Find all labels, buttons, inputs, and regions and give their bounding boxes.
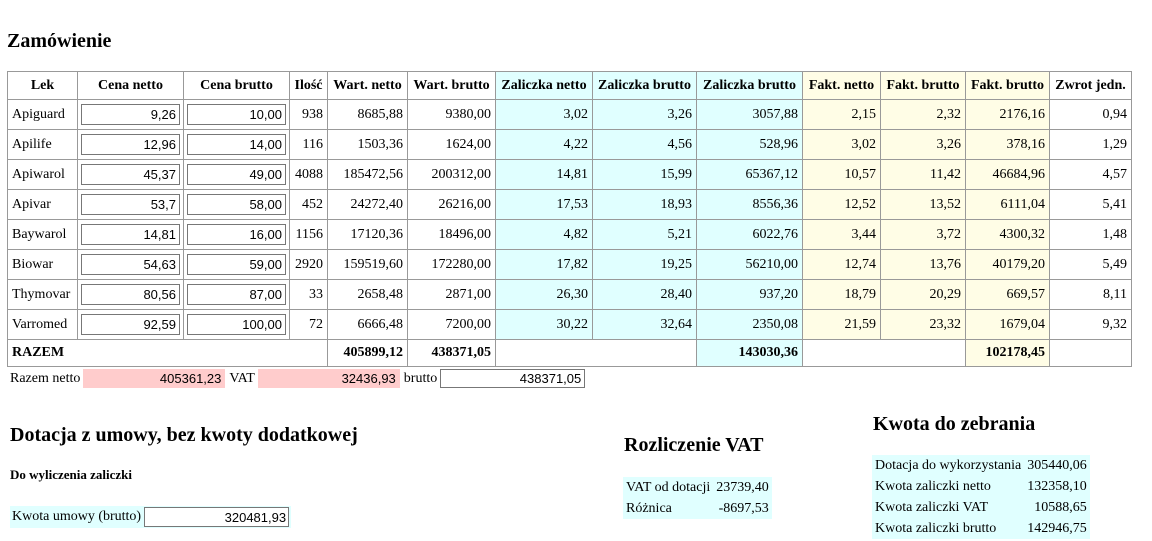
- contract-amount-label: Kwota umowy (brutto): [12, 509, 142, 524]
- cell-zaliczka-netto: 17,82: [496, 250, 593, 280]
- cena-brutto-cell: [184, 310, 290, 340]
- collect-row-value: 10588,65: [1034, 499, 1087, 515]
- cell-wart-brutto: 7200,00: [408, 310, 496, 340]
- cell-ilosc: 4088: [290, 160, 328, 190]
- vat-label: VAT: [229, 370, 255, 386]
- cell-zaliczka-brutto-total: 2350,08: [697, 310, 803, 340]
- table-row: [8, 160, 1132, 190]
- cell-zaliczka-netto: 14,81: [496, 160, 593, 190]
- cell-zaliczka-brutto-total: 937,20: [697, 280, 803, 310]
- cell-ilosc: 2920: [290, 250, 328, 280]
- cell-wart-netto: 24272,40: [328, 190, 408, 220]
- total-fakt-brutto: 102178,45: [966, 340, 1050, 367]
- cell-ilosc: 72: [290, 310, 328, 340]
- vat-row-label: Różnica: [626, 500, 672, 516]
- cena-netto-input[interactable]: [81, 284, 180, 305]
- cena-netto-cell: [78, 190, 184, 220]
- collect-row-label: Kwota zaliczki brutto: [875, 520, 997, 536]
- table-row: [8, 130, 1132, 160]
- cell-fakt-brutto: 20,29: [881, 280, 966, 310]
- cell-zaliczka-brutto: 18,93: [593, 190, 697, 220]
- cell-zwrot: 8,11: [1050, 280, 1132, 310]
- brutto-field[interactable]: [440, 369, 585, 388]
- cena-netto-cell: [78, 310, 184, 340]
- table-header-row: [8, 72, 1132, 100]
- cell-zaliczka-brutto: 32,64: [593, 310, 697, 340]
- cell-zaliczka-brutto-total: 6022,76: [697, 220, 803, 250]
- cell-fakt-brutto: 3,72: [881, 220, 966, 250]
- dotacja-title: Dotacja z umowy, bez kwoty dodatkowej: [10, 424, 358, 446]
- vat-row-value: 23739,40: [716, 479, 769, 495]
- cena-netto-cell: [78, 280, 184, 310]
- order-table: [7, 71, 1132, 367]
- cell-ilosc: 116: [290, 130, 328, 160]
- cena-brutto-input[interactable]: [187, 134, 286, 155]
- vat-field[interactable]: [258, 369, 400, 388]
- cell-lek: Thymovar: [8, 280, 78, 310]
- cena-netto-input[interactable]: [81, 104, 180, 125]
- vat-settlement-title: Rozliczenie VAT: [624, 434, 764, 456]
- vat-settlement-table: [623, 477, 772, 519]
- cell-fakt-netto: 12,74: [803, 250, 881, 280]
- cell-zaliczka-brutto-total: 528,96: [697, 130, 803, 160]
- cell-fakt-brutto-total: 4300,32: [966, 220, 1050, 250]
- table-row: [8, 190, 1132, 220]
- col-header-zaliczka-brutto: Zaliczka brutto: [593, 72, 697, 100]
- cell-fakt-netto: 2,15: [803, 100, 881, 130]
- cell-zwrot: 4,57: [1050, 160, 1132, 190]
- page-title: Zamówienie: [7, 30, 112, 52]
- cell-wart-netto: 2658,48: [328, 280, 408, 310]
- collect-row-label: Kwota zaliczki VAT: [875, 499, 989, 515]
- cell-ilosc: 452: [290, 190, 328, 220]
- collect-row: [872, 455, 1090, 476]
- cell-lek: Biowar: [8, 250, 78, 280]
- cell-fakt-brutto: 23,32: [881, 310, 966, 340]
- total-label: RAZEM: [8, 340, 328, 367]
- cell-zwrot: 9,32: [1050, 310, 1132, 340]
- cell-wart-brutto: 200312,00: [408, 160, 496, 190]
- cena-brutto-input[interactable]: [187, 284, 286, 305]
- col-header-fakt-brutto: Fakt. brutto: [881, 72, 966, 100]
- cell-fakt-brutto: 2,32: [881, 100, 966, 130]
- table-row: [8, 280, 1132, 310]
- cell-wart-brutto: 26216,00: [408, 190, 496, 220]
- col-header-cena-brutto: Cena brutto: [184, 72, 290, 100]
- total-zaliczka-brutto: 143030,36: [697, 340, 803, 367]
- cell-wart-brutto: 172280,00: [408, 250, 496, 280]
- cena-brutto-cell: [184, 130, 290, 160]
- cell-zaliczka-brutto: 19,25: [593, 250, 697, 280]
- cell-wart-netto: 17120,36: [328, 220, 408, 250]
- cell-fakt-brutto: 13,52: [881, 190, 966, 220]
- cell-zwrot: 1,29: [1050, 130, 1132, 160]
- cell-fakt-brutto-total: 46684,96: [966, 160, 1050, 190]
- collect-table: [872, 455, 1090, 539]
- table-row: [8, 310, 1132, 340]
- vat-row: [623, 498, 772, 519]
- table-row: [8, 220, 1132, 250]
- cell-lek: Varromed: [8, 310, 78, 340]
- cena-netto-cell: [78, 160, 184, 190]
- cena-netto-input[interactable]: [81, 224, 180, 245]
- cell-lek: Apiwarol: [8, 160, 78, 190]
- collect-row: [872, 497, 1090, 518]
- cell-fakt-brutto: 13,76: [881, 250, 966, 280]
- cell-ilosc: 33: [290, 280, 328, 310]
- brutto-label: brutto: [403, 370, 438, 386]
- razem-netto-label: Razem netto: [10, 370, 81, 386]
- cell-fakt-netto: 3,02: [803, 130, 881, 160]
- total-wart-netto: 405899,12: [328, 340, 408, 367]
- cena-netto-cell: [78, 100, 184, 130]
- cell-fakt-brutto-total: 2176,16: [966, 100, 1050, 130]
- cell-zaliczka-brutto-total: 65367,12: [697, 160, 803, 190]
- col-header-zaliczka-brutto-total: Zaliczka brutto: [697, 72, 803, 100]
- total-empty-cell: [496, 340, 697, 367]
- cena-netto-cell: [78, 250, 184, 280]
- cena-brutto-input[interactable]: [187, 254, 286, 275]
- cena-netto-cell: [78, 130, 184, 160]
- cell-zaliczka-brutto: 4,56: [593, 130, 697, 160]
- col-header-wart-netto: Wart. netto: [328, 72, 408, 100]
- cell-wart-netto: 8685,88: [328, 100, 408, 130]
- cell-fakt-brutto-total: 40179,20: [966, 250, 1050, 280]
- cell-zaliczka-brutto-total: 56210,00: [697, 250, 803, 280]
- collect-row-value: 305440,06: [1027, 457, 1087, 473]
- cell-zaliczka-brutto: 15,99: [593, 160, 697, 190]
- cell-lek: Apivar: [8, 190, 78, 220]
- cell-zaliczka-netto: 3,02: [496, 100, 593, 130]
- cell-wart-brutto: 2871,00: [408, 280, 496, 310]
- cell-wart-netto: 159519,60: [328, 250, 408, 280]
- total-wart-brutto: 438371,05: [408, 340, 496, 367]
- cell-zwrot: 1,48: [1050, 220, 1132, 250]
- dotacja-subtitle: Do wyliczenia zaliczki: [10, 467, 133, 482]
- cell-fakt-netto: 21,59: [803, 310, 881, 340]
- cena-netto-input[interactable]: [81, 134, 180, 155]
- cell-fakt-brutto-total: 6111,04: [966, 190, 1050, 220]
- vat-row: [623, 477, 772, 498]
- cell-zwrot: 5,41: [1050, 190, 1132, 220]
- cell-wart-netto: 185472,56: [328, 160, 408, 190]
- table-total-row: [8, 340, 1132, 367]
- cena-netto-cell: [78, 220, 184, 250]
- cell-zaliczka-brutto: 3,26: [593, 100, 697, 130]
- cena-brutto-cell: [184, 160, 290, 190]
- cell-fakt-netto: 10,57: [803, 160, 881, 190]
- col-header-cena-netto: Cena netto: [78, 72, 184, 100]
- cena-brutto-input[interactable]: [187, 164, 286, 185]
- cena-brutto-cell: [184, 190, 290, 220]
- cell-wart-brutto: 18496,00: [408, 220, 496, 250]
- cena-netto-input[interactable]: [81, 194, 180, 215]
- collect-row-label: Dotacja do wykorzystania: [875, 457, 1022, 473]
- cell-fakt-brutto-total: 378,16: [966, 130, 1050, 160]
- cell-fakt-brutto-total: 669,57: [966, 280, 1050, 310]
- collect-row-value: 132358,10: [1027, 478, 1087, 494]
- contract-amount-row: [10, 506, 291, 528]
- cena-brutto-cell: [184, 220, 290, 250]
- cena-brutto-input[interactable]: [187, 194, 286, 215]
- razem-netto-field[interactable]: [83, 369, 225, 388]
- collect-row: [872, 476, 1090, 497]
- collect-row-value: 142946,75: [1027, 520, 1087, 536]
- vat-row-label: VAT od dotacji: [626, 479, 711, 495]
- total-empty-cell: [1050, 340, 1132, 367]
- cell-lek: Apiguard: [8, 100, 78, 130]
- cell-zwrot: 0,94: [1050, 100, 1132, 130]
- cell-zaliczka-netto: 4,82: [496, 220, 593, 250]
- cell-fakt-netto: 18,79: [803, 280, 881, 310]
- cena-brutto-cell: [184, 100, 290, 130]
- cena-brutto-cell: [184, 280, 290, 310]
- cena-netto-input[interactable]: [81, 164, 180, 185]
- cell-fakt-brutto-total: 1679,04: [966, 310, 1050, 340]
- cena-brutto-input[interactable]: [187, 104, 286, 125]
- cena-netto-input[interactable]: [81, 314, 180, 335]
- col-header-wart-brutto: Wart. brutto: [408, 72, 496, 100]
- cell-zaliczka-netto: 17,53: [496, 190, 593, 220]
- cell-wart-netto: 6666,48: [328, 310, 408, 340]
- cena-brutto-input[interactable]: [187, 314, 286, 335]
- cell-lek: Apilife: [8, 130, 78, 160]
- cell-ilosc: 938: [290, 100, 328, 130]
- cell-wart-netto: 1503,36: [328, 130, 408, 160]
- vat-row-value: -8697,53: [718, 500, 769, 516]
- cell-zaliczka-brutto-total: 3057,88: [697, 100, 803, 130]
- cena-brutto-cell: [184, 250, 290, 280]
- cell-zaliczka-brutto: 5,21: [593, 220, 697, 250]
- col-header-lek: Lek: [8, 72, 78, 100]
- totals-bar: [10, 369, 589, 388]
- cell-fakt-netto: 12,52: [803, 190, 881, 220]
- collect-title: Kwota do zebrania: [873, 413, 1036, 435]
- col-header-zwrot: Zwrot jedn.: [1050, 72, 1132, 100]
- cell-wart-brutto: 9380,00: [408, 100, 496, 130]
- cena-brutto-input[interactable]: [187, 224, 286, 245]
- col-header-fakt-netto: Fakt. netto: [803, 72, 881, 100]
- total-empty-cell: [803, 340, 966, 367]
- cell-zwrot: 5,49: [1050, 250, 1132, 280]
- cell-lek: Baywarol: [8, 220, 78, 250]
- cell-ilosc: 1156: [290, 220, 328, 250]
- cell-fakt-brutto: 3,26: [881, 130, 966, 160]
- collect-row: [872, 518, 1090, 539]
- cell-zaliczka-brutto-total: 8556,36: [697, 190, 803, 220]
- col-header-zaliczka-netto: Zaliczka netto: [496, 72, 593, 100]
- table-row: [8, 100, 1132, 130]
- contract-amount-input[interactable]: [144, 507, 289, 527]
- cell-zaliczka-netto: 26,30: [496, 280, 593, 310]
- cell-zaliczka-brutto: 28,40: [593, 280, 697, 310]
- col-header-ilosc: Ilość: [290, 72, 328, 100]
- cell-fakt-netto: 3,44: [803, 220, 881, 250]
- col-header-fakt-brutto-total: Fakt. brutto: [966, 72, 1050, 100]
- cell-zaliczka-netto: 4,22: [496, 130, 593, 160]
- collect-row-label: Kwota zaliczki netto: [875, 478, 991, 494]
- cell-wart-brutto: 1624,00: [408, 130, 496, 160]
- cena-netto-input[interactable]: [81, 254, 180, 275]
- cell-fakt-brutto: 11,42: [881, 160, 966, 190]
- cell-zaliczka-netto: 30,22: [496, 310, 593, 340]
- table-row: [8, 250, 1132, 280]
